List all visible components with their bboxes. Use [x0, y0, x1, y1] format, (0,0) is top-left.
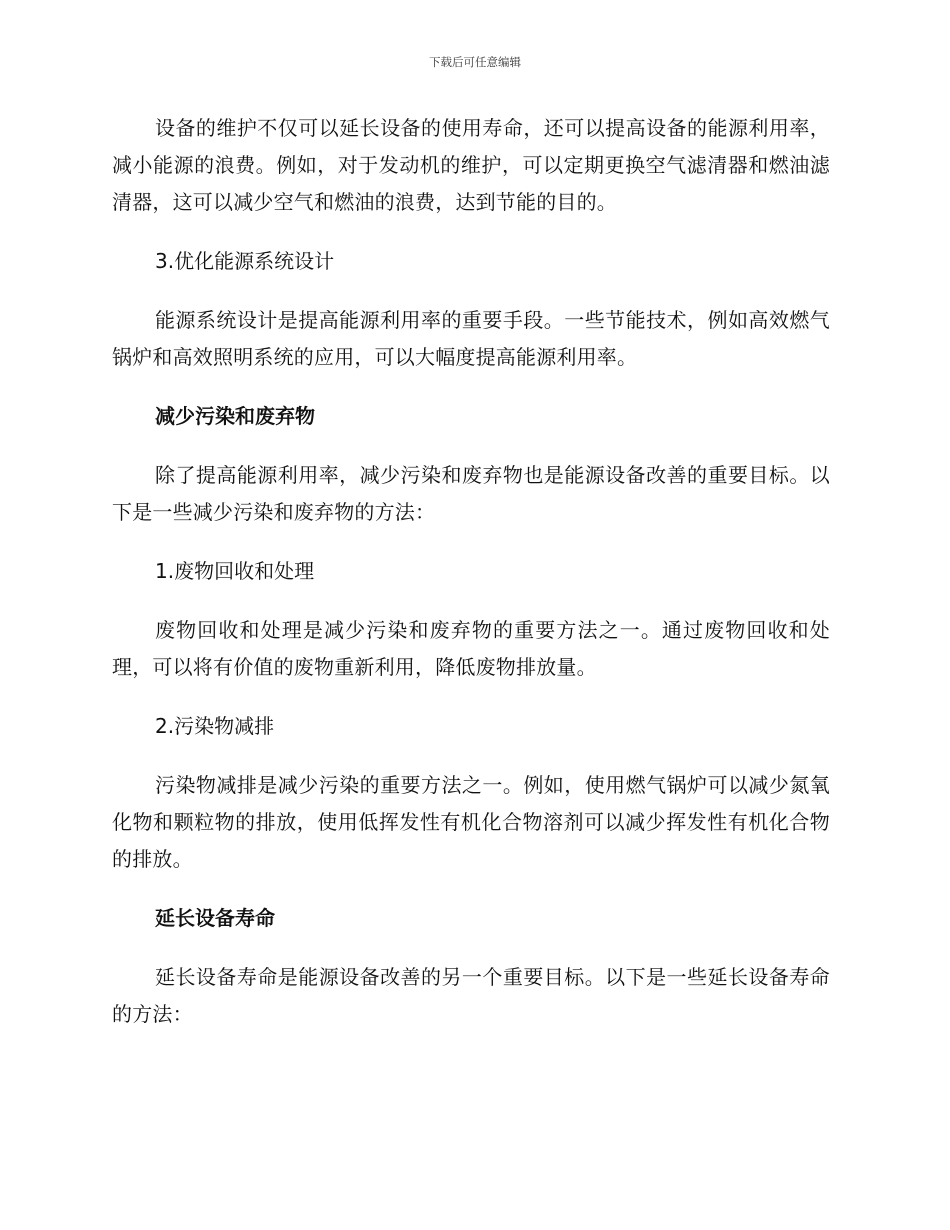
- paragraph-equipment-maintenance: 设备的维护不仅可以延长设备的使用寿命，还可以提高设备的能源利用率，减小能源的浪费。例如，对于发动机的维护，可以定期更换空气滤清器和燃油滤清器，这可以减少空气和燃油的浪费，达到节能的目的。: [112, 116, 830, 214]
- subheading-pollutant-reduction: 2.污染物减排: [155, 714, 275, 738]
- subheading-optimize-energy-system: 3.优化能源系统设计: [155, 249, 335, 273]
- paragraph-energy-system-design: 能源系统设计是提高能源利用率的重要手段。一些节能技术，例如高效燃气锅炉和高效照明系统的应用，可以大幅度提高能源利用率。: [112, 308, 830, 369]
- paragraph-reduce-pollution-intro: 除了提高能源利用率，减少污染和废弃物也是能源设备改善的重要目标。以下是一些减少污染和废弃物的方法：: [112, 463, 830, 524]
- page-header: 下载后可任意编辑: [429, 55, 521, 69]
- paragraph-extend-equipment-life: 延长设备寿命是能源设备改善的另一个重要目标。以下是一些延长设备寿命的方法：: [112, 965, 830, 1026]
- paragraph-pollutant-reduction: 污染物减排是减少污染的重要方法之一。例如，使用燃气锅炉可以减少氮氧化物和颗粒物的排放，使用低挥发性有机化合物溶剂可以减少挥发性有机化合物的排放。: [112, 773, 830, 871]
- document-body: [112, 110, 830, 1055]
- section-heading-reduce-pollution: 减少污染和废弃物: [155, 404, 315, 428]
- section-heading-extend-equipment-life: 延长设备寿命: [155, 906, 275, 930]
- paragraph-waste-recycling: 废物回收和处理是减少污染和废弃物的重要方法之一。通过废物回收和处理，可以将有价值的废物重新利用，降低废物排放量。: [112, 618, 830, 679]
- subheading-waste-recycling: 1.废物回收和处理: [155, 559, 315, 583]
